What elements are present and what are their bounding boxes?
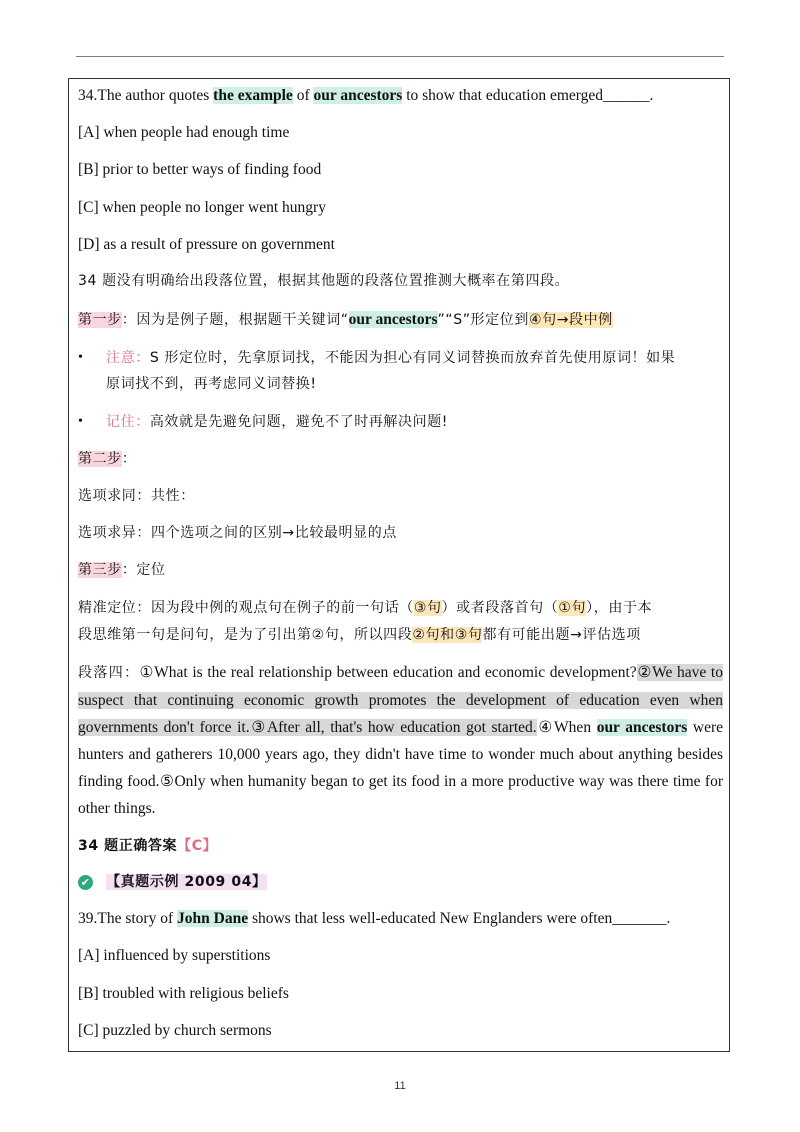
passage-sentence-1: ①What is the real relationship between education and economic development? xyxy=(139,664,637,681)
step1-line xyxy=(78,309,613,331)
bullet-attention-text: S 形定位时，先拿原词找，不能因为担心有同义词替换而放弃首先使用原词！如果 xyxy=(149,350,676,366)
passage-sentence-5: ⑤Only when humanity began to get its food in a more productive way was there time for other things. xyxy=(78,773,723,817)
precise-sentence3: ③句 xyxy=(413,600,442,616)
precise-a: 精准定位：因为段中例的观点句在例子的前一句话（ xyxy=(78,600,414,616)
q39-option-c: [C] puzzled by church sermons xyxy=(78,1022,272,1039)
step2-line xyxy=(78,448,136,470)
q34-keyword-example: the example xyxy=(213,87,293,104)
q39-stem xyxy=(78,908,670,930)
bullet-remember-label: 记住： xyxy=(106,414,150,430)
q34-option-d: [D] as a result of pressure on government xyxy=(78,236,335,253)
passage-sentence-2: ②We have to suspect that continuing economic growth promotes the development of education even when governments don't force it. xyxy=(78,664,723,736)
passage-label: 段落四： xyxy=(78,665,140,681)
bullet-attention-line1 xyxy=(106,345,675,371)
step2-same: 选项求同：共性： xyxy=(78,488,195,504)
content-frame xyxy=(68,78,730,1052)
passage-sentence-4b: were hunters and gatherers 10,000 years ago, they didn't have time to wonder much about anything besides finding food. xyxy=(78,719,723,790)
q39-keyword: John Dane xyxy=(177,910,249,927)
precise-c: ）或者段落首句（ xyxy=(441,600,559,616)
step2-colon: ： xyxy=(121,451,137,467)
q34-stem-pre: 34.The author quotes xyxy=(78,87,214,104)
answer-value: 【C】 xyxy=(177,838,218,854)
step1-keyword: our ancestors xyxy=(348,311,438,328)
bullet-item-attention xyxy=(78,345,723,397)
q34-stem-post: to show that education emerged______. xyxy=(402,87,654,104)
precise-f: 段思维第一句是问句，是为了引出第②句，所以四段 xyxy=(78,627,413,643)
passage-paragraph xyxy=(78,659,723,822)
q34-option-b: [B] prior to better ways of finding food xyxy=(78,161,322,178)
precise-line1 xyxy=(78,597,652,619)
step3-text: ：定位 xyxy=(121,562,166,578)
bullet-remember-text: 高效就是先避免问题，避免不了时再解决问题! xyxy=(149,414,449,430)
q39-stem-post: shows that less well-educated New Englanders were often_______. xyxy=(248,910,671,927)
step1-label: 第一步 xyxy=(78,312,122,328)
step2-label: 第二步 xyxy=(78,451,122,467)
q34-option-c: [C] when people no longer went hungry xyxy=(78,199,326,216)
bullet-dot: • xyxy=(78,350,83,365)
precise-h: 都有可能出题→评估选项 xyxy=(482,627,641,643)
q34-stem-mid: of xyxy=(292,87,314,104)
q34-option-a: [A] when people had enough time xyxy=(78,124,290,141)
precise-sentences23: ②句和③句 xyxy=(412,627,483,643)
bullet-item-remember xyxy=(78,409,723,435)
step3-label: 第三步 xyxy=(78,562,122,578)
q39-option-b: [B] troubled with religious beliefs xyxy=(78,985,289,1002)
q39-option-a: [A] influenced by superstitions xyxy=(78,947,271,964)
precise-sentence1: ①句 xyxy=(558,600,587,616)
passage-keyword-ancestors: our ancestors xyxy=(596,719,688,736)
q34-keyword-ancestors: our ancestors xyxy=(313,87,403,104)
q39-stem-pre: 39.The story of xyxy=(78,910,178,927)
passage-sentence-4a: ④When xyxy=(536,719,597,736)
check-circle-icon: ✔ xyxy=(78,875,93,890)
example-tag-line xyxy=(78,871,267,893)
q34-stem xyxy=(78,85,653,107)
step1-text-b: ”“S”形定位到 xyxy=(437,312,529,328)
locate-note: 34 题没有明确给出段落位置，根据其他题的段落位置推测大概率在第四段。 xyxy=(78,273,570,289)
precise-e: ），由于本 xyxy=(586,600,653,616)
step3-line xyxy=(78,559,166,581)
bullet-attention-label: 注意： xyxy=(106,350,150,366)
bullet-remember-line1 xyxy=(106,409,448,435)
passage-sentence-3: ③After all, that's how education got started. xyxy=(249,719,537,736)
example-tag: 【真题示例 2009 04】 xyxy=(106,874,267,890)
header-rule xyxy=(76,56,724,57)
bullet-dot: • xyxy=(78,414,83,429)
page-number: 11 xyxy=(394,1080,406,1092)
step1-target: ④句→段中例 xyxy=(528,312,613,328)
bullet-attention-line2: 原词找不到，再考虑同义词替换! xyxy=(106,376,317,392)
answer-label: 34 题正确答案 xyxy=(78,838,178,854)
step1-text-a: ：因为是例子题，根据题干关键词“ xyxy=(121,312,349,328)
answer-line xyxy=(78,835,217,857)
step2-diff: 选项求异：四个选项之间的区别→比较最明显的点 xyxy=(78,525,397,541)
precise-line2 xyxy=(78,624,641,646)
